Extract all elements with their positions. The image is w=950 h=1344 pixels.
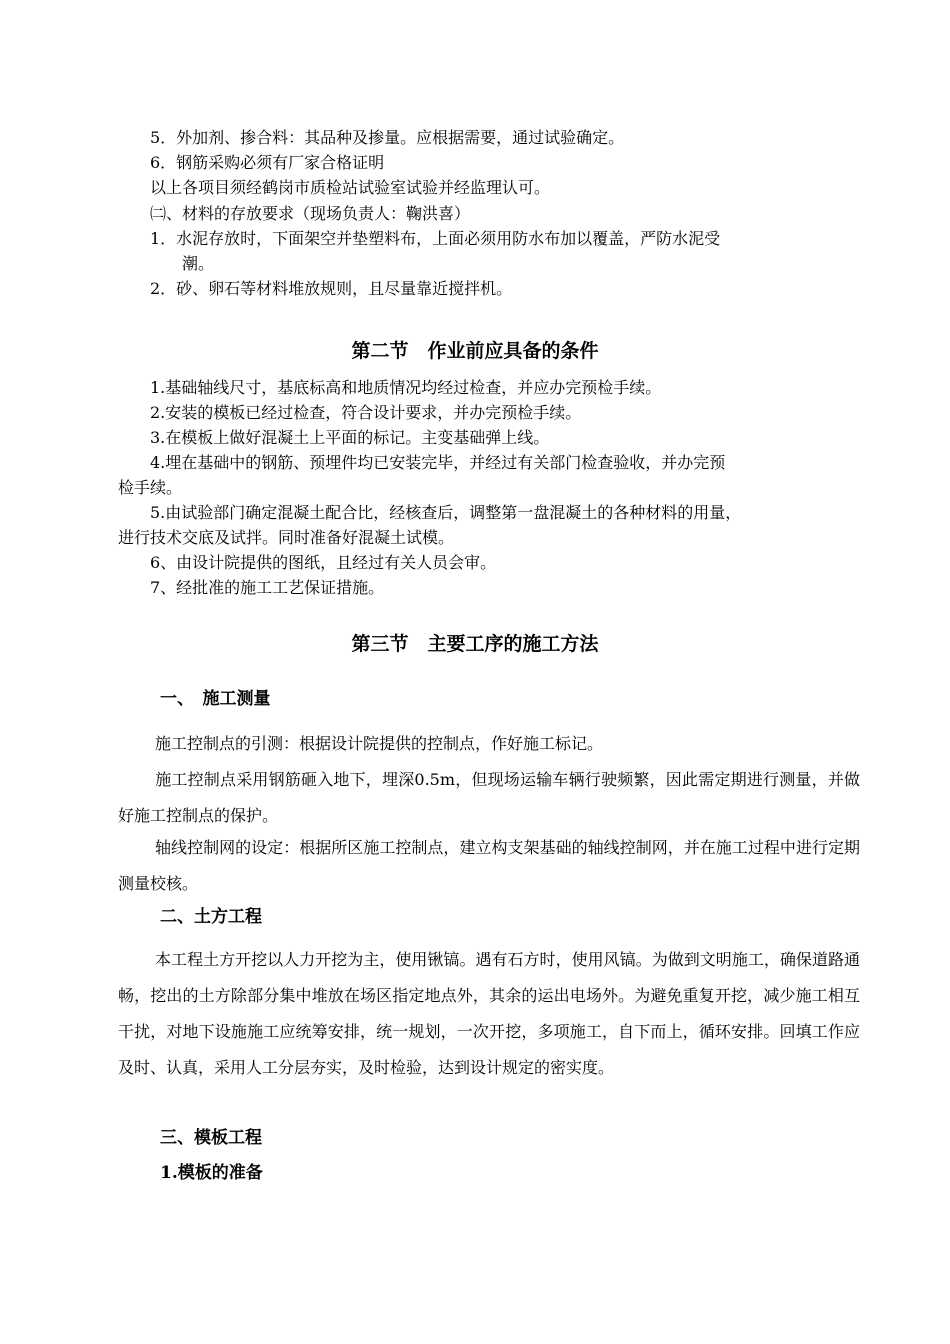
storage-heading: ㈡、材料的存放要求（现场负责人：鞠洪喜） xyxy=(150,204,471,223)
condition-item-4-cont: 检手续。 xyxy=(118,478,183,497)
section-3-title: 第三节 主要工序的施工方法 xyxy=(351,633,599,655)
survey-paragraph-2-text: 施工控制点采用钢筋砸入地下，埋深0.5m，但现场运输车辆行驶频繁，因此需定期进行测量，并做好施工控制点的保护。 xyxy=(118,770,860,825)
survey-paragraph-2 xyxy=(118,762,860,834)
condition-item-5: 5.由试验部门确定混凝土配合比，经核查后，调整第一盘混凝土的各种材料的用量， xyxy=(150,503,742,522)
survey-paragraph-1-text: 施工控制点的引测：根据设计院提供的控制点，作好施工标记。 xyxy=(155,734,604,753)
storage-item-1-cont: 潮。 xyxy=(182,254,215,273)
formwork-heading: 三、模板工程 xyxy=(160,1128,262,1148)
survey-paragraph-3-text: 轴线控制网的设定：根据所区施工控制点，建立构支架基础的轴线控制网，并在施工过程中进行定期测量校核。 xyxy=(118,838,860,893)
survey-heading: 一、 施工测量 xyxy=(160,689,271,709)
condition-item-7: 7、经批准的施工工艺保证措施。 xyxy=(150,578,385,597)
earthwork-paragraph xyxy=(118,942,860,1086)
condition-item-2: 2.安装的模板已经过检查，符合设计要求，并办完预检手续。 xyxy=(150,403,582,422)
earthwork-paragraph-text: 本工程土方开挖以人力开挖为主，使用锹镐。遇有石方时，使用风镐。为做到文明施工，确保道路通畅，挖出的土方除部分集中堆放在场区指定地点外，其余的运出电场外。为避免重复开挖，减少施工相互干扰，对地下设施施工应统筹安排，统一规划，一次开挖，多项施工，自下而上，循环安排。回填工作应及时、认真，采用人工分层夯实，及时检验，达到设计规定的密实度。 xyxy=(118,950,860,1077)
approval-note: 以上各项目须经鹤岗市质检站试验室试验并经监理认可。 xyxy=(150,178,551,197)
material-item-6: 6．钢筋采购必须有厂家合格证明 xyxy=(150,153,385,172)
earthwork-heading: 二、土方工程 xyxy=(160,907,262,927)
material-item-5: 5．外加剂、掺合料：其品种及掺量。应根据需要，通过试验确定。 xyxy=(150,128,625,147)
section-2-title: 第二节 作业前应具备的条件 xyxy=(351,340,599,362)
condition-item-4: 4.埋在基础中的钢筋、预埋件均已安装完毕，并经过有关部门检查验收，并办完预 xyxy=(150,453,726,472)
storage-item-1: 1．水泥存放时，下面架空并垫塑料布，上面必须用防水布加以覆盖，严防水泥受 xyxy=(150,229,721,248)
survey-paragraph-3 xyxy=(118,830,860,902)
condition-item-1: 1.基础轴线尺寸，基底标高和地质情况均经过检查，并应办完预检手续。 xyxy=(150,378,662,397)
condition-item-3: 3.在模板上做好混凝土上平面的标记。主变基础弹上线。 xyxy=(150,428,550,447)
formwork-subheading-1: 1.模板的准备 xyxy=(160,1163,263,1183)
survey-paragraph-1 xyxy=(118,726,860,762)
condition-item-5-cont: 进行技术交底及试拌。同时准备好混凝土试模。 xyxy=(118,528,455,547)
condition-item-6: 6、由设计院提供的图纸，且经过有关人员会审。 xyxy=(150,553,497,572)
storage-item-2: 2．砂、卵石等材料堆放规则，且尽量靠近搅拌机。 xyxy=(150,279,513,298)
